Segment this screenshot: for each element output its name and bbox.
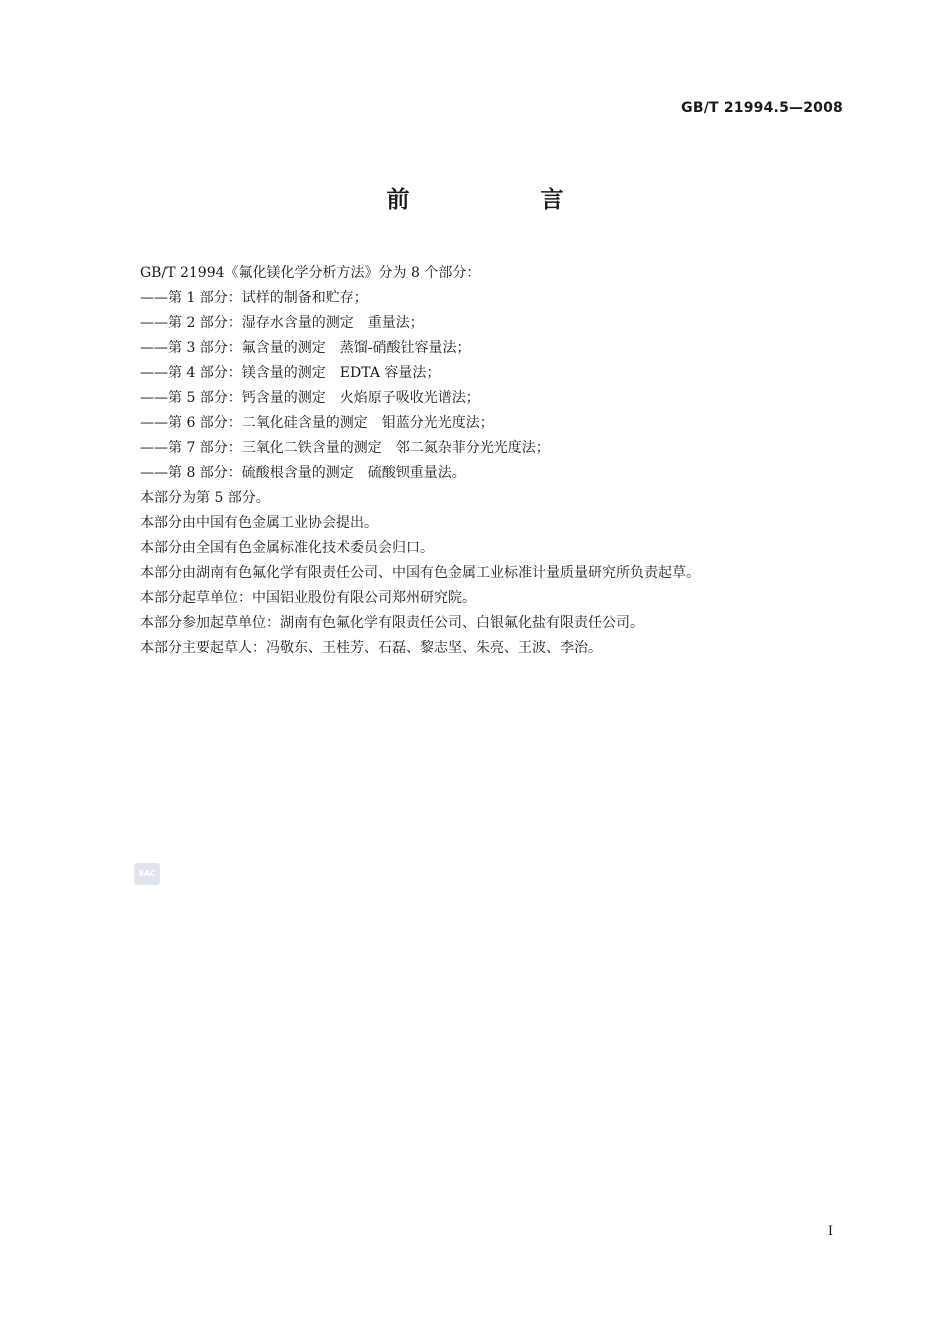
body-line: 本部分参加起草单位：湖南有色氟化学有限责任公司、白银氟化盐有限责任公司。 — [140, 615, 644, 631]
body-line: 本部分主要起草人：冯敬东、王桂芳、石磊、黎志坚、朱亮、王波、李治。 — [140, 640, 602, 656]
page-number: I — [827, 1224, 833, 1239]
body-line: 本部分由湖南有色氟化学有限责任公司、中国有色金属工业标准计量质量研究所负责起草。 — [140, 565, 700, 581]
body-line: 本部分由全国有色金属标准化技术委员会归口。 — [140, 540, 434, 556]
part-list-item: ——第 3 部分：氟含量的测定 蒸馏-硝酸钍容量法； — [140, 340, 471, 356]
part-list-item: ——第 1 部分：试样的制备和贮存； — [140, 290, 368, 306]
part-list-item: ——第 8 部分：硫酸根含量的测定 硫酸钡重量法。 — [140, 465, 466, 481]
body-line: GB/T 21994《氟化镁化学分析方法》分为 8 个部分： — [140, 265, 481, 281]
part-list-item: ——第 6 部分：二氧化硅含量的测定 钼蓝分光光度法； — [140, 415, 494, 431]
foreword-body — [140, 261, 840, 661]
sac-watermark-logo: SAC — [134, 863, 160, 885]
part-list-item: ——第 4 部分：镁含量的测定 EDTA 容量法； — [140, 365, 441, 381]
standard-code: GB/T 21994.5—2008 — [681, 100, 843, 116]
body-line: 本部分为第 5 部分。 — [140, 490, 270, 506]
body-line: 本部分由中国有色金属工业协会提出。 — [140, 515, 378, 531]
part-list-item: ——第 5 部分：钙含量的测定 火焰原子吸收光谱法； — [140, 390, 480, 406]
page-title: 前 言 — [386, 187, 618, 213]
part-list-item: ——第 7 部分：三氧化二铁含量的测定 邻二氮杂菲分光光度法； — [140, 440, 550, 456]
body-line: 本部分起草单位：中国铝业股份有限公司郑州研究院。 — [140, 590, 476, 606]
part-list-item: ——第 2 部分：湿存水含量的测定 重量法； — [140, 315, 424, 331]
